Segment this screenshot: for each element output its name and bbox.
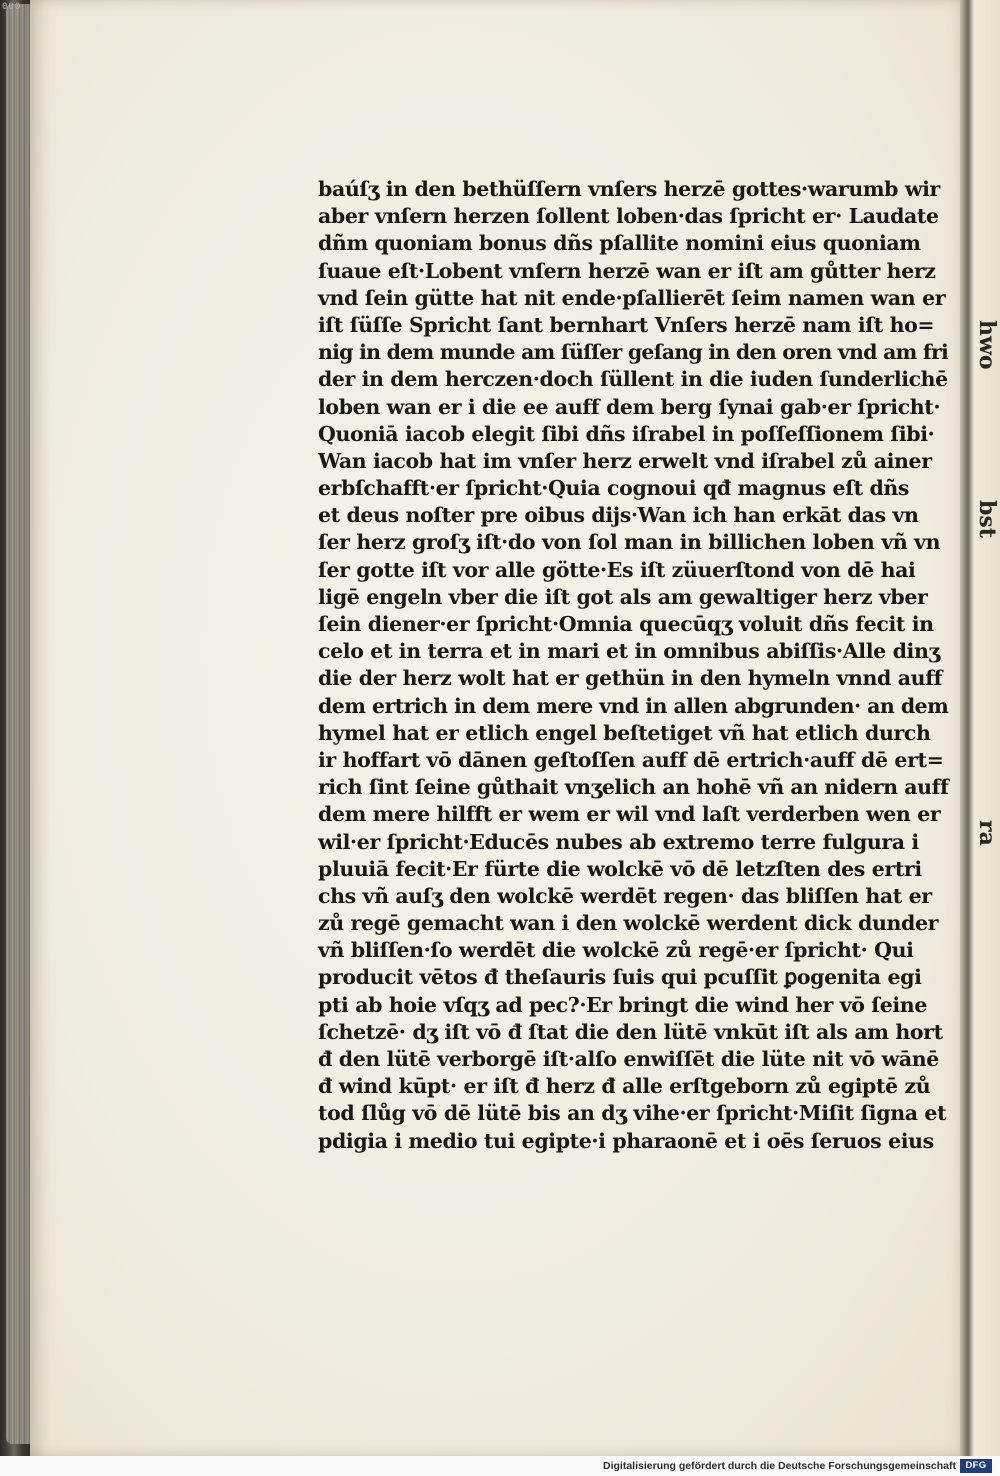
corner-label: 000 [2,2,22,12]
text-line: Wan iacob hat im vnſer herz erwelt vnd iſrabel zů ainer [318,448,932,473]
text-line: đ den lütē verborgē iſt·alſo enwiſſēt die lüte nit vō wānē [318,1047,939,1071]
text-line: vnd ſein gütte hat nit ende·pſallierēt ſeim namen wan er [318,285,946,310]
text-line: pti ab hoie vſqʒ ad pec?·Er bringt die wind her vō ſeine [318,992,927,1017]
text-line: pluuiā fecit·Er fürte die wolckē vō dē letzſten des ertri [318,856,922,881]
text-line: dñm quoniam bonus dñs pſallite nomini eius quoniam [318,231,921,256]
text-line: ſer gotte iſt vor alle götte·Es iſt züuerſtond von dē hai [318,557,916,582]
text-line: zů regē gemacht wan i den wolckē werdent dick dunder [318,911,939,936]
funding-credit: Digitalisierung gefördert durch die Deutsche Forschungsgemeinschaft [603,1460,956,1472]
text-line: đ wind kūpt· er iſt đ herz đ alle erſtgeborn zů egiptē zů [318,1074,931,1099]
text-line: nig in dem munde am ſüſſer geſang in den oren vnd am fri [318,340,949,365]
text-line: Quoniā iacob elegit ſibi dñs iſrabel in poſſeſſionem ſibi· [318,421,935,446]
facing-page-fragment: ra [974,820,1000,846]
dfg-logo: DFG [960,1459,992,1473]
text-line: ſein diener·er ſpricht·Omnia quecūqʒ voluit dñs fecit in [318,612,934,636]
text-line: ligē engeln vber die iſt got als am gewaltiger herz vber [318,584,928,609]
text-line: aber vnſern herzen ſollent loben·das ſpricht er· Laudate [318,204,939,229]
text-line: dem mere hilfft er wem er wil vnd laſt verderben wen er [318,802,941,827]
text-block [318,176,958,1155]
text-line: ſuaue eſt·Lobent vnſern herzē wan er iſt am gůtter herz [318,258,936,283]
text-line: rich ſint ſeine gůthait vnʒelich an hohē vñ an nidern auff [318,775,949,800]
text-line: dem ertrich in dem mere vnd in allen abgrunden· an dem [318,693,949,718]
text-line: et deus noſter pre oibus dijs·Wan ich han erkāt das vn [318,503,919,528]
text-line: iſt ſüſſe Spricht ſant bernhart Vnſers herzē nam iſt ho= [318,312,935,337]
book-page [30,0,976,1456]
text-line: wil·er ſpricht·Educēs nubes ab extremo terre fulgura i [318,829,919,854]
text-line: ſchetzē· dʒ iſt vō đ ſtat die den lütē vnkūt iſt als am hort [318,1019,943,1044]
text-line: chs vñ auſʒ den wolckē werdēt regen· das bliſſen hat er [318,883,932,908]
facing-page-fragment: bst [974,500,1000,538]
text-line: pdigia i medio tui egipte·i pharaonē et i oēs ſeruos eius [318,1128,934,1153]
footer-bar [0,1456,1000,1476]
text-line: erbſchafft·er ſpricht·Quia cognoui qđ magnus eſt dñs [318,476,910,501]
text-line: tod ſlůg vō dē lütē bis an dʒ vihe·er ſpricht·Miſit ſigna et [318,1101,947,1126]
text-line: die der herz wolt hat er gethün in den hymeln vnnd auff [318,666,943,691]
text-line: baúſʒ in den bethüſſern vnſers herzē gottes·warumb wir [318,177,940,201]
text-line: der in dem herczen·doch ſüllent in die iuden ſunderlichē [318,367,948,392]
text-line: ſer herz groſʒ iſt·do von ſol man in billichen loben vñ vn [318,530,941,555]
text-line: celo et in terra et in mari et in omnibus abiſſis·Alle dinʒ [318,639,940,664]
text-line: ir hoffart vō dānen geſtoſſen auff dē ertrich·auff dē ert= [318,747,944,772]
text-line: loben wan er i die ee auff dem berg ſynai gab·er ſpricht· [318,394,941,419]
facing-page-fragment: hwo [974,320,1000,370]
text-line: producit vētos đ theſauris ſuis qui pcuſſit ꝑogenita egi [318,965,922,990]
text-line: vñ bliſſen·ſo werdēt die wolckē zů regē·er ſpricht· Qui [318,938,914,963]
text-line: hymel hat er etlich engel beſtetiget vñ hat etlich durch [318,720,931,745]
facing-page-edge [960,0,1000,1456]
